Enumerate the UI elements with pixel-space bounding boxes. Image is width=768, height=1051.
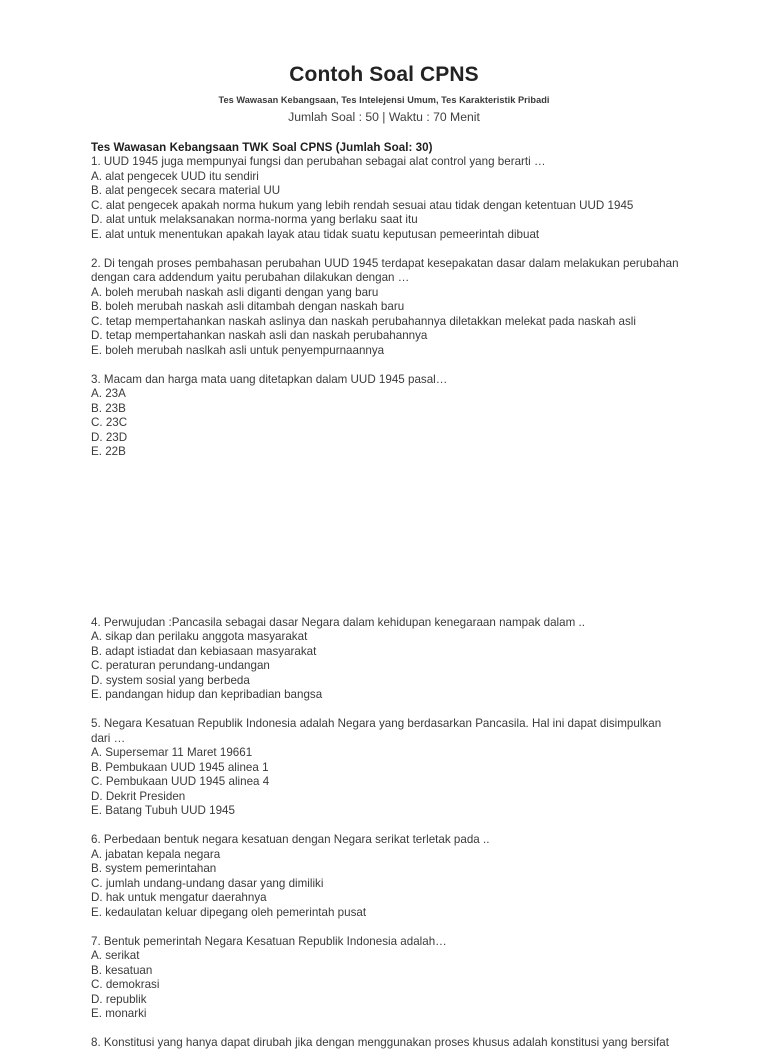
question-block bbox=[91, 257, 681, 359]
question-option: C. jumlah undang-undang dasar yang dimiliki bbox=[91, 876, 324, 890]
question-option: B. alat pengecek secara material UU bbox=[91, 184, 281, 197]
document-meta: Jumlah Soal : 50 | Waktu : 70 Menit bbox=[288, 110, 480, 124]
question-stem: 7. Bentuk pemerintah Negara Kesatuan Republik Indonesia adalah… bbox=[91, 934, 447, 948]
question-option: C. alat pengecek apakah norma hukum yang lebih rendah sesuai atau tidak dengan ketentuan UUD 1945 bbox=[91, 198, 634, 212]
question-option: B. adapt istiadat dan kebiasaan masyarakat bbox=[91, 644, 317, 658]
question-option: E. monarki bbox=[91, 1007, 147, 1020]
question-option: D. republik bbox=[91, 992, 147, 1006]
question-option: D. tetap mempertahankan naskah asli dan naskah perubahannya bbox=[91, 329, 428, 342]
question-option: A. boleh merubah naskah asli diganti dengan yang baru bbox=[91, 285, 379, 299]
question-option: A. Supersemar 11 Maret 19661 bbox=[91, 746, 253, 759]
question-option: B. boleh merubah naskah asli ditambah dengan naskah baru bbox=[91, 300, 405, 313]
question-option: D. Dekrit Presiden bbox=[91, 789, 186, 803]
question-option: C. tetap mempertahankan naskah aslinya dan naskah perubahannya diletakkan melekat pada naskah asli bbox=[91, 314, 636, 328]
question-block bbox=[91, 155, 681, 242]
question-option: D. hak untuk mengatur daerahnya bbox=[91, 891, 267, 904]
question-option: A. jabatan kepala negara bbox=[91, 847, 221, 861]
question-stem: 8. Konstitusi yang hanya dapat dirubah jika dengan menggunakan proses khusus adalah konstitusi yang bersifat bbox=[91, 1036, 669, 1049]
question-option: D. 23D bbox=[91, 430, 128, 444]
section-heading: Tes Wawasan Kebangsaan TWK Soal CPNS (Jumlah Soal: 30) bbox=[91, 141, 433, 154]
document-header bbox=[0, 0, 768, 126]
question-option: A. alat pengecek UUD itu sendiri bbox=[91, 169, 259, 183]
question-option: D. system sosial yang berbeda bbox=[91, 673, 250, 687]
question-option: A. sikap dan perilaku anggota masyarakat bbox=[91, 630, 308, 643]
question-option: A. serikat bbox=[91, 949, 140, 962]
question-stem: 5. Negara Kesatuan Republik Indonesia adalah Negara yang berdasarkan Pancasila. Hal ini dapat disimpulkan dari … bbox=[91, 717, 665, 745]
question-option: A. 23A bbox=[91, 387, 126, 400]
question-option: C. demokrasi bbox=[91, 978, 160, 991]
question-option: B. Pembukaan UUD 1945 alinea 1 bbox=[91, 760, 269, 774]
question-block bbox=[91, 833, 681, 920]
question-option: C. peraturan perundang-undangan bbox=[91, 659, 270, 672]
question-stem: 4. Perwujudan :Pancasila sebagai dasar Negara dalam kehidupan kenegaraan nampak dalam .. bbox=[91, 615, 585, 629]
question-block bbox=[91, 616, 681, 703]
question-option: B. kesatuan bbox=[91, 963, 153, 977]
question-option: E. kedaulatan keluar dipegang oleh pemerintah pusat bbox=[91, 905, 367, 919]
question-option: E. boleh merubah naslkah asli untuk penyempurnaannya bbox=[91, 343, 385, 357]
question-option: E. alat untuk menentukan apakah layak atau tidak suatu keputusan pemeerintah dibuat bbox=[91, 227, 540, 241]
question-stem: 2. Di tengah proses pembahasan perubahan UUD 1945 terdapat kesepakatan dasar dalam melakukan perubahan dengan cara addendum yaitu perubahan dilakukan dengan … bbox=[91, 256, 682, 284]
question-block bbox=[91, 935, 681, 1022]
document-body bbox=[91, 140, 681, 1051]
question-option: E. Batang Tubuh UUD 1945 bbox=[91, 804, 235, 817]
question-option: E. 22B bbox=[91, 445, 126, 458]
question-option: C. Pembukaan UUD 1945 alinea 4 bbox=[91, 775, 270, 788]
question-stem: 6. Perbedaan bentuk negara kesatuan dengan Negara serikat terletak pada .. bbox=[91, 833, 490, 846]
question-block bbox=[91, 373, 681, 460]
page-title: Contoh Soal CPNS bbox=[289, 63, 479, 86]
question-block bbox=[91, 1036, 681, 1051]
question-option: B. system pemerintahan bbox=[91, 862, 217, 875]
question-stem: 3. Macam dan harga mata uang ditetapkan dalam UUD 1945 pasal… bbox=[91, 372, 448, 386]
question-option: D. alat untuk melaksanakan norma-norma yang berlaku saat itu bbox=[91, 213, 418, 226]
question-block bbox=[91, 717, 681, 819]
question-stem: 1. UUD 1945 juga mempunyai fungsi dan perubahan sebagai alat control yang berarti … bbox=[91, 155, 546, 168]
question-option: E. pandangan hidup dan kepribadian bangsa bbox=[91, 688, 323, 701]
question-option: C. 23C bbox=[91, 416, 128, 429]
document-subtitle: Tes Wawasan Kebangsaan, Tes Intelejensi Umum, Tes Karakteristik Pribadi bbox=[218, 95, 550, 105]
question-option: B. 23B bbox=[91, 401, 126, 415]
